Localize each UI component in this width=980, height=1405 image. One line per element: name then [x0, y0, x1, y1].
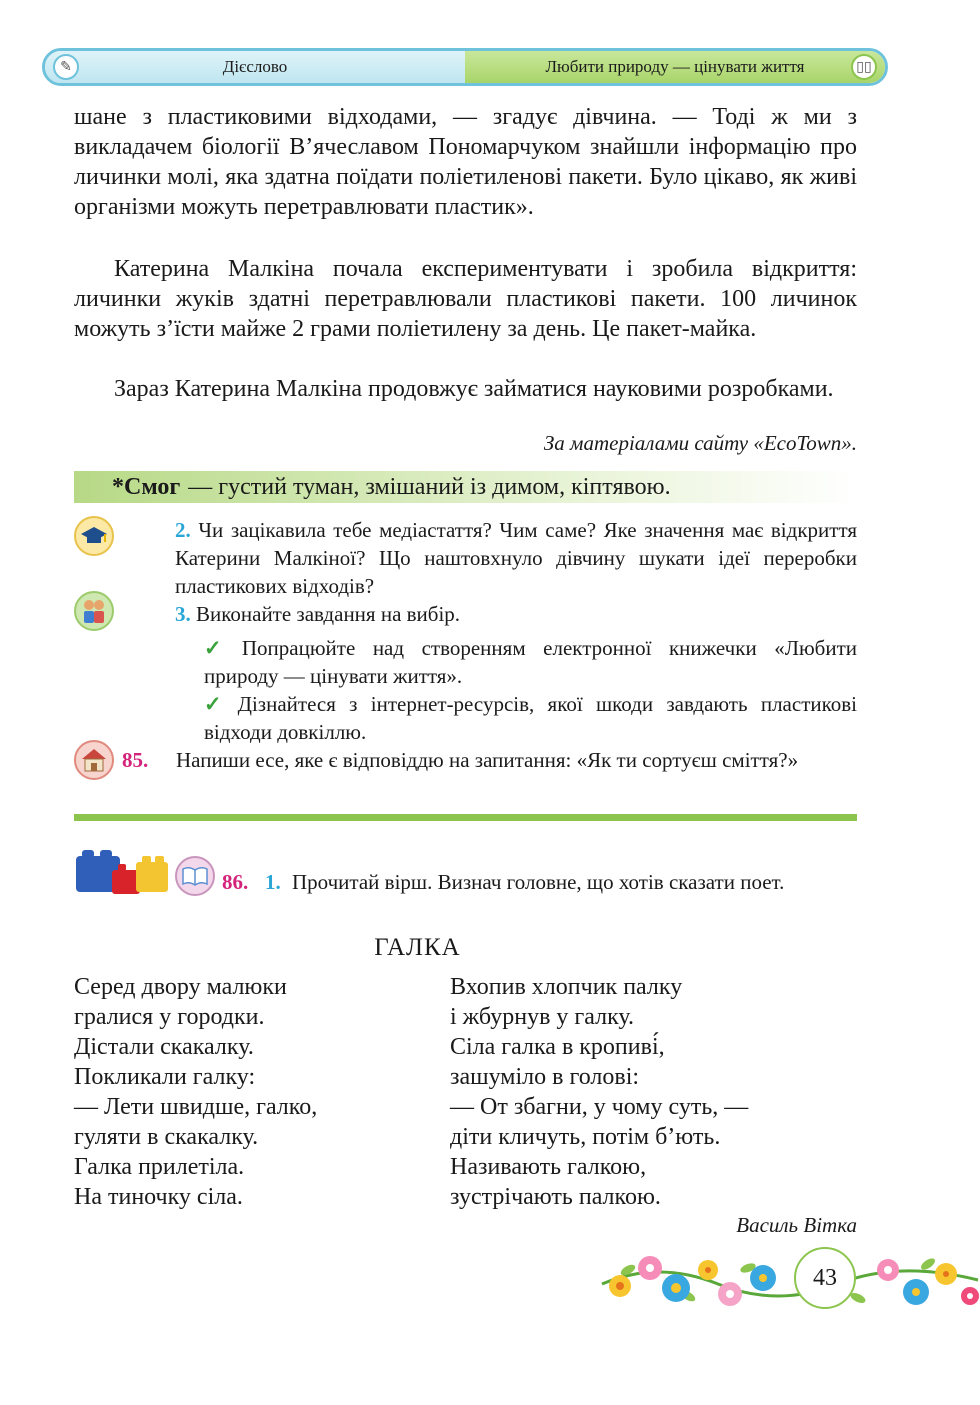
- open-book-icon: [175, 856, 215, 896]
- task-3: [175, 600, 857, 628]
- exercise-86-text: Прочитай вірш. Визнач головне, що хотів сказати поет.: [292, 870, 785, 894]
- poem-line: Дістали скакалку.: [74, 1034, 254, 1060]
- header-section-left: [45, 51, 465, 83]
- poem-line: зашуміло в голові:: [450, 1064, 640, 1090]
- poem-stanza-left: [74, 972, 317, 1212]
- exercise-85: [122, 746, 857, 774]
- header-section-right: [465, 51, 885, 83]
- poem-stanza-right: [450, 972, 748, 1212]
- poem-line: і жбурнув у галку.: [450, 1004, 635, 1030]
- source-citation: За матеріалами сайту «EcoTown».: [543, 431, 857, 455]
- header-right-title: Любити природу — цінувати життя: [545, 57, 805, 76]
- poem-line: — Лети швидше, галко,: [74, 1094, 318, 1120]
- paragraph-2: Катерина Малкіна почала експериментувати і зробила відкриття: личинки жуків здатні перетравлювали пластикові пакети. 100 личинок можуть з’їсти майже 2 грами поліетилену за день. Це пакет-майка.: [74, 256, 857, 342]
- poem-author: Василь Вітка: [736, 1213, 857, 1237]
- exercise-86-subnumber: 1.: [265, 870, 281, 894]
- poem-line: зустрічають палкою.: [450, 1184, 661, 1210]
- poem-line: гуляти в скакалку.: [74, 1124, 259, 1150]
- poem-line: Серед двору малюки: [74, 974, 287, 1000]
- pair-work-icon: [74, 591, 114, 631]
- task-3-option-2: [204, 690, 857, 746]
- task-3-option-2-text: Дізнайтеся з інтернет-ресурсів, якої шкоди завдають пластикові відходи довкіллю.: [204, 692, 857, 744]
- blocks-icon: [74, 848, 170, 896]
- task-2-number: 2.: [175, 518, 191, 542]
- paragraph-3: Зараз Катерина Малкіна продовжує займатися науковими розробками.: [114, 376, 834, 402]
- task-3-option-1: [204, 634, 857, 690]
- poem-line: Покликали галку:: [74, 1064, 256, 1090]
- task-3-number: 3.: [175, 602, 191, 626]
- task-2: [175, 516, 857, 600]
- paragraph-1: шане з пластиковими відходами, — згадує дівчина. — Тоді ж ми з викладачем біології В’ячеславом Пономарчуком знайшли інформацію про личинки молі, яка здатна поїдати поліетиленові пакети. Було цікаво, як живі організми можуть перетравлювати пластик».: [74, 104, 857, 220]
- poem-line: Галка прилетіла.: [74, 1154, 245, 1180]
- header-left-title: Дієслово: [222, 57, 288, 76]
- house-icon: [74, 740, 114, 780]
- exercise-85-text: Напиши есе, яке є відповіддю на запитання: «Як ти сортуєш сміття?»: [176, 748, 799, 772]
- exercise-86-number: 86.: [222, 870, 249, 894]
- poem-line: Сіла галка в кропиві́,: [450, 1034, 665, 1060]
- smog-definition-text: — густий туман, змішаний із димом, кіптявою.: [188, 473, 671, 500]
- page-header: [42, 48, 888, 86]
- pen-icon: ✎: [53, 54, 79, 80]
- graduation-cap-icon: [74, 516, 114, 556]
- check-icon: ✓: [204, 636, 234, 660]
- exercise-86: [222, 868, 857, 896]
- poem-line: — От збагни, у чому суть, —: [450, 1094, 749, 1120]
- section-divider: [74, 814, 857, 821]
- poem-line: гралися у городки.: [74, 1004, 265, 1030]
- smog-definition: [74, 471, 857, 503]
- book-icon: ▯▯: [851, 54, 877, 80]
- page-number: 43: [794, 1247, 856, 1309]
- poem-line: На тиночку сіла.: [74, 1184, 243, 1210]
- flower-border-decoration: [598, 1240, 980, 1318]
- task-2-text: Чи зацікавила тебе медіастаття? Чим саме? Яке значення має відкриття Катерини Малкіної? Що наштовхнуло дівчину шукати ідеї переробки пластикових відходів?: [175, 518, 858, 598]
- poem-line: діти кличуть, потім б’ють.: [450, 1124, 721, 1150]
- exercise-85-number: 85.: [122, 748, 149, 772]
- poem-title: ГАЛКА: [374, 934, 461, 961]
- check-icon: ✓: [204, 692, 230, 716]
- smog-term: *Смог: [112, 473, 181, 500]
- poem-line: Вхопив хлопчик палку: [450, 974, 683, 1000]
- poem-line: Називають галкою,: [450, 1154, 647, 1180]
- task-3-option-1-text: Попрацюйте над створенням електронної книжечки «Любити природу — цінувати життя».: [204, 636, 857, 688]
- task-3-text: Виконайте завдання на вибір.: [196, 602, 461, 626]
